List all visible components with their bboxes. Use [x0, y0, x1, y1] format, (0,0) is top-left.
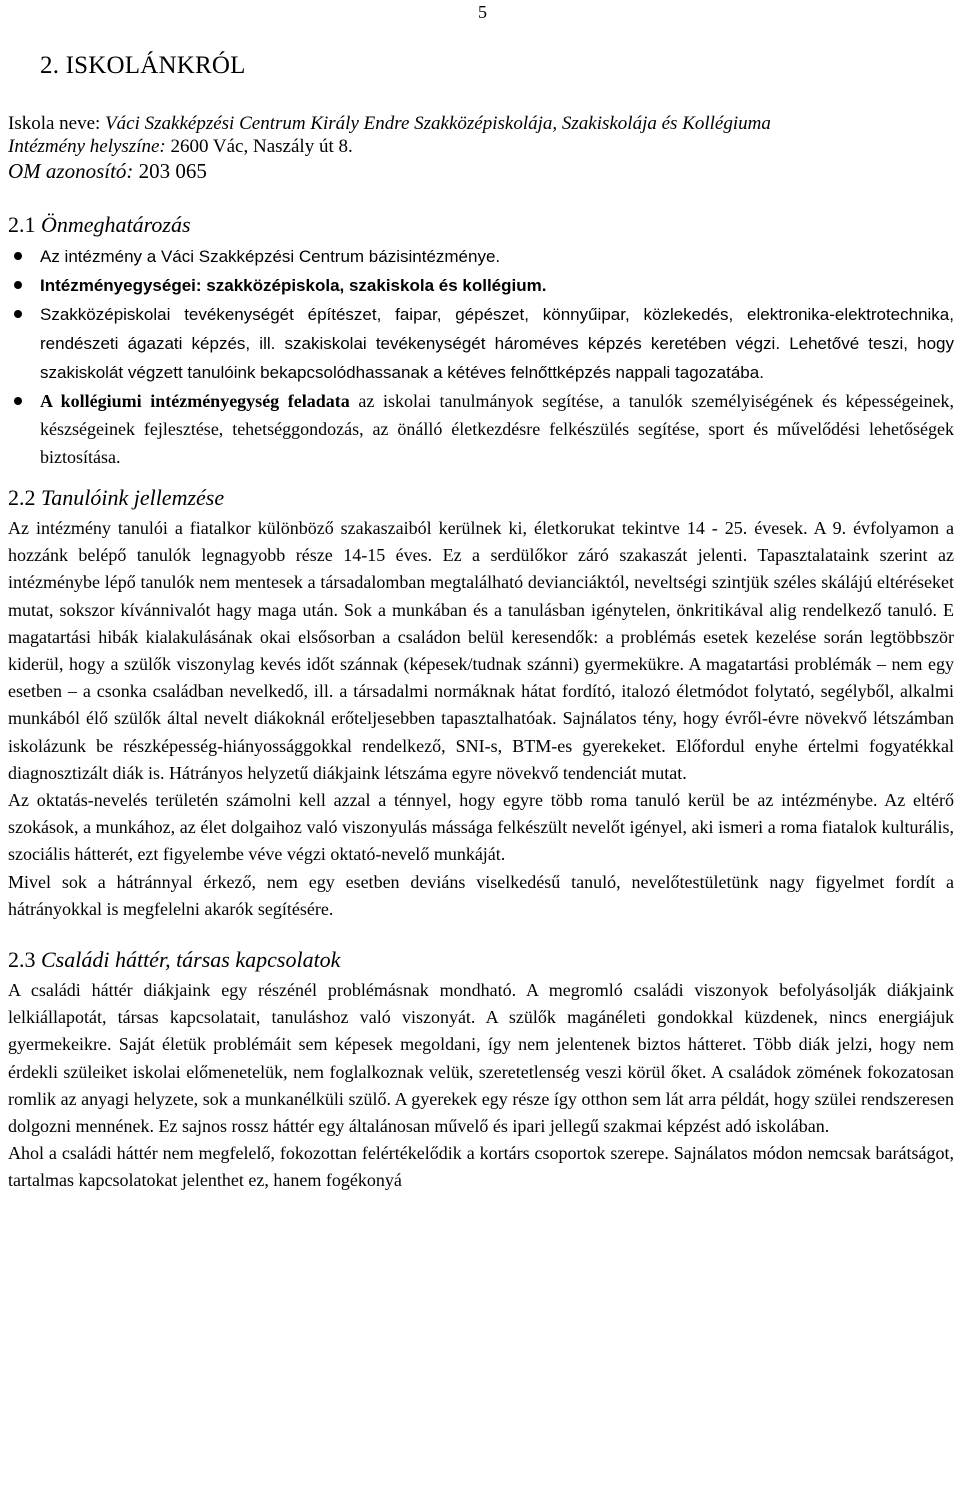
paragraph: Mivel sok a hátránnyal érkező, nem egy esetben deviáns viselkedésű tanuló, nevelőtestületünk nagy figyelmet fordít a hátrányokkal is megfelelni akarók segítésére.: [8, 871, 954, 919]
om-id: [8, 158, 954, 184]
om-id-label: OM azonosító:: [8, 159, 139, 183]
section-2-1-heading: [8, 212, 954, 238]
bullet-icon: [14, 310, 22, 318]
om-id-value: 203 065: [138, 159, 207, 183]
paragraph: Az intézmény tanulói a fiatalkor különböző szakaszaiból kerülnek ki, életkorukat tekintve 14 - 25. évesek. A 9. évfolyamon a hozzánk belépő tanulók legnagyobb része 14-15 éves. Ez a serdülőkor záró szakaszát jelenti. Tapasztalataink szerint az intézménybe lépő tanulók nem mentesek a társadalomban megtalálható devianciáktól, neveltségi szintjük széles skálájú eltéréseket mutat, sokszor kívánnivalót hagy maga után. Sok a munkában és a tanulásban igénytelen, önkritikával alig rendelkező tanuló. E magatartási hibák kialakulásának okai elsősorban a családon belül keresendők: a problémás esetek kezelése során legtöbbször kiderül, hogy a szülők viszonylag kevés időt szánnak (képesek/tudnak szánni) gyermekükre. A magatartási problémák – nem egy esetben – a csonka családban nevelkedő, ill. a társadalmi normáknak hátat fordító, italozó életmódot folytató, segélyből, alkalmi munkából élő szülők által nevelt diákoknál erőteljesebben tapasztalhatóak. Sajnálatos tény, hogy évről-évre növekvő létszámban iskolázunk be részképesség-hiányossággokkal rendelkező, SNI-s, BTM-es gyerekeket. Előfordul enyhe értelmi fogyatékkal diagnosztizált diák is. Hátrányos helyzetű diákjaink létszáma egyre növekvő tendenciát mutat.: [8, 518, 954, 783]
page-number: 5: [478, 2, 487, 22]
paragraph: Az oktatás-nevelés területén számolni kell azzal a ténnyel, hogy egyre több roma tanuló kerül be az intézménybe. Az eltérő szokások, a munkához, az élet dolgaihoz való viszonyulás mássága felkészült nevelőt igényel, aki ismeri a roma fiatalok kulturális, szociális hátterét, ezt figyelembe véve végzi oktató-nevelő munkáját.: [8, 790, 954, 865]
bullet-icon: [14, 252, 22, 260]
section-2-3-title: Családi háttér, társas kapcsolatok: [41, 947, 341, 973]
section-2-3-heading: [8, 947, 954, 973]
school-name: [8, 112, 954, 135]
document-body: [8, 52, 954, 1195]
paragraph: A családi háttér diákjaink egy részénél problémásnak mondható. A megromló családi viszonyok befolyásolják diákjaink lelkiállapotát, társas kapcsolatait, tanuláshoz való viszonyát. A szülők magánéleti gondokkal küzdenek, nincs energiájuk gyermekeikre. Saját életük problémáit sem képesek megoldani, így nem jelentenek biztos hátteret. Több diák jelzi, hogy nem érdekli szüleiket iskolai előmenetelük, nem foglalkoznak velük, szeretetlenség veszi körül őket. A családok zömének fokozatosan romlik az anyagi helyzete, sok a munkanélküli szülő. A gyerekek egy része így otthon sem lát arra példát, hogy szülei rendszeresen dolgozni mennének. Ez sajnos rossz háttér egy általánosan művelő és ipari jellegű szakmai képzést adó iskolában.: [8, 980, 954, 1137]
list-item: Szakközépiskolai tevékenységét építészet, faipar, gépészet, könnyűipar, közlekedés, elektronika-elektrotechnika, rendészeti ágazati képzés, ill. szakiskolai tevékenységét hároméves képzés keretében végzi. Lehetővé teszi, hogy szakiskolát végzett tanulóink bekapcsolódhassanak a kétéves felnőttképzés nappali tagozatába.: [8, 300, 954, 387]
school-location-value: 2600 Vác, Naszály út 8.: [170, 136, 353, 157]
section-2-3-number: 2.3: [8, 947, 41, 973]
section-2-1-title: Önmeghatározás: [41, 212, 191, 237]
list-item: A kollégiumi intézményegység feladata az iskolai tanulmányok segítése, a tanulók személyiségének és képességeinek, készségeinek fejlesztése, tehetséggondozás, az önálló életkezdésre felkészülés segítése, sport és művelődési lehetőségek biztosítása.: [8, 387, 954, 471]
section-2-1-list: [8, 242, 954, 471]
list-item: Intézményegységei: szakközépiskola, szakiskola és kollégium.: [8, 271, 954, 300]
school-location: [8, 135, 954, 158]
school-location-label: Intézmény helyszíne:: [8, 136, 171, 157]
paragraph: Ahol a családi háttér nem megfelelő, fokozottan felértékelődik a kortárs csoportok szerepe. Sajnálatos módon nemcsak barátságot, tartalmas kapcsolatokat jelenthet ez, hanem fogékonyá: [8, 1143, 954, 1191]
chapter-title: 2. ISKOLÁNKRÓL: [40, 52, 246, 79]
section-2-2-number: 2.2: [8, 485, 41, 510]
bullet-icon: [14, 281, 22, 289]
section-2-1-number: 2.1: [8, 212, 41, 237]
school-name-label: Iskola neve:: [8, 113, 106, 134]
school-name-value: Váci Szakképzési Centrum Király Endre Szakközépiskolája, Szakiskolája és Kollégiuma: [105, 113, 771, 134]
section-2-2-heading: [8, 485, 954, 511]
bullet-icon: [14, 397, 22, 405]
section-2-2-title: Tanulóink jellemzése: [41, 485, 225, 510]
list-item: Az intézmény a Váci Szakképzési Centrum bázisintézménye.: [8, 242, 954, 271]
